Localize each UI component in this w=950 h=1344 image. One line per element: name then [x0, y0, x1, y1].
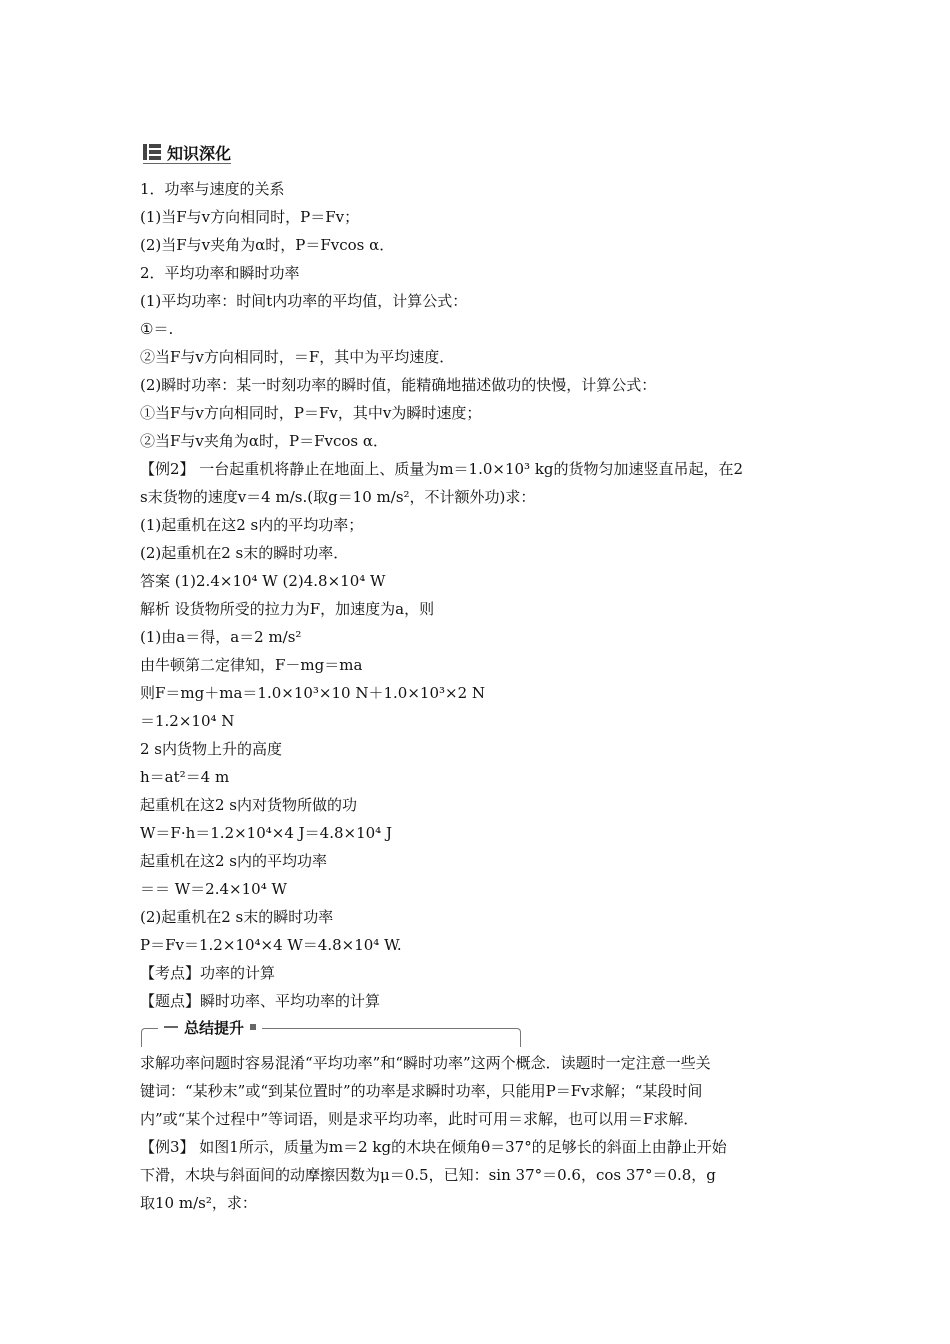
text-line: 则F＝mg＋ma＝1.0×10³×10 N＋1.0×10³×2 N: [140, 684, 486, 702]
example-3-heading: 【例3】 如图1所示，质量为m＝2 kg的木块在倾角θ＝37°的足够长的斜面上由静止开始: [140, 1138, 727, 1156]
text-line: 起重机在这2 s内对货物所做的功: [140, 796, 358, 814]
text-line: 由牛顿第二定律知，F－mg＝ma: [140, 656, 363, 674]
example-2-heading: 【例2】 一台起重机将静止在地面上、质量为m＝1.0×10³ kg的货物匀加速竖直吊起，在2: [140, 460, 744, 478]
text-line: ＝＝ W＝2.4×10⁴ W: [140, 880, 287, 898]
summary-line: 键词：“某秒末”或“到某位置时”的功率是求瞬时功率，只能用P＝Fv求解；“某段时间: [140, 1082, 703, 1100]
text-line: (1)由a＝得，a＝2 m/s²: [140, 628, 302, 646]
summary-title: 总结提升: [184, 1018, 245, 1037]
answer-line: 答案 (1)2.4×10⁴ W (2)4.8×10⁴ W: [140, 572, 386, 590]
text-line: (1)起重机在这2 s内的平均功率；: [140, 516, 364, 534]
text-line: s末货物的速度v＝4 m/s.(取g＝10 m/s²，不计额外功)求：: [140, 488, 536, 506]
text-line: (1)当F与v方向相同时，P＝Fv；: [140, 208, 360, 226]
text-line: ②当F与v夹角为α时，P＝Fvcos α．: [140, 432, 389, 450]
text-line: 1．功率与速度的关系: [140, 180, 285, 198]
section-header: [143, 141, 231, 163]
text-line: (2)起重机在2 s末的瞬时功率: [140, 908, 334, 926]
text-line: P＝Fv＝1.2×10⁴×4 W＝4.8×10⁴ W.: [140, 936, 402, 954]
text-line: 2．平均功率和瞬时功率: [140, 264, 300, 282]
text-line: (1)平均功率：时间t内功率的平均值，计算公式：: [140, 292, 468, 310]
knowledge-point: 【考点】功率的计算: [140, 964, 276, 982]
example-3-line: 下滑，木块与斜面间的动摩擦因数为μ＝0.5，已知：sin 37°＝0.6，cos 37°＝0.8，g: [140, 1166, 716, 1184]
list-icon: [143, 144, 161, 160]
section-title: 知识深化: [167, 143, 232, 163]
text-line: W＝F·h＝1.2×10⁴×4 J＝4.8×10⁴ J: [140, 824, 392, 842]
text-line: (2)当F与v夹角为α时，P＝Fvcos α．: [140, 236, 395, 254]
text-line: 2 s内货物上升的高度: [140, 740, 283, 758]
question-point: 【题点】瞬时功率、平均功率的计算: [140, 992, 381, 1010]
square-bullet-icon: [250, 1024, 256, 1030]
text-line: (2)瞬时功率：某一时刻功率的瞬时值，能精确地描述做功的快慢，计算公式：: [140, 376, 657, 394]
text-line: ①＝.: [140, 320, 174, 338]
section-underline: [143, 163, 231, 164]
text-line: ＝1.2×10⁴ N: [140, 712, 235, 730]
summary-line: 求解功率问题时容易混淆“平均功率”和“瞬时功率”这两个概念．读题时一定注意一些关: [140, 1054, 711, 1072]
summary-line: 内”或“某个过程中”等词语，则是求平均功率，此时可用＝求解，也可以用＝F求解．: [140, 1110, 699, 1128]
analysis-line: 解析 设货物所受的拉力为F，加速度为a，则: [140, 600, 435, 618]
example-3-line: 取10 m/s²，求：: [140, 1194, 257, 1212]
summary-header: [158, 1017, 262, 1037]
text-line: 起重机在这2 s内的平均功率: [140, 852, 328, 870]
text-line: (2)起重机在2 s末的瞬时功率．: [140, 544, 349, 562]
text-line: ②当F与v方向相同时，＝F，其中为平均速度．: [140, 348, 455, 366]
text-line: h＝at²＝4 m: [140, 768, 230, 786]
text-line: ①当F与v方向相同时，P＝Fv，其中v为瞬时速度；: [140, 404, 482, 422]
dash-icon: [164, 1026, 178, 1028]
